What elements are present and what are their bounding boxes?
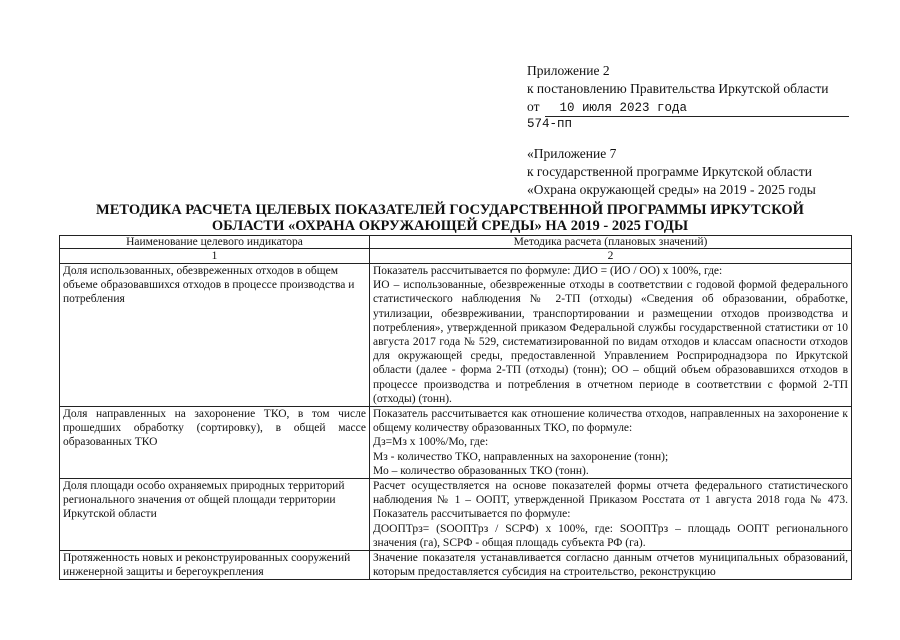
document-title: [40, 202, 860, 234]
method-paragraph: Расчет осуществляется на основе показателей формы отчета федерального статистического наблюдения № 1 – ООПТ, утвержденной Приказом Росстата от 1 августа 2018 года № 473. Показатель рассчитывается по формуле:: [373, 480, 848, 521]
table-row: [60, 407, 852, 479]
indicators-table: [59, 235, 852, 580]
date-prefix: от: [527, 99, 540, 114]
appendix-block: [527, 62, 892, 199]
decree-date-line: [527, 98, 892, 117]
appendix-line: к государственной программе Иркутской области: [527, 164, 813, 179]
appendix-line: Приложение 2: [527, 63, 610, 78]
table-row: [60, 479, 852, 551]
method-paragraph: Показатель рассчитывается по формуле: ДИО = (ИО / ОО) х 100%, где:: [373, 265, 723, 277]
appendix-line: «Охрана окружающей среды» на 2019 - 2025 годы: [527, 182, 816, 197]
method-paragraph: Мз - количество ТКО, направленных на захоронение (тонн);: [373, 450, 669, 463]
indicator-name: [60, 407, 370, 479]
indicator-name: Доля площади особо охраняемых природных территорий регионального значения от общей площади территории Иркутской области: [60, 479, 370, 551]
method-cell: [370, 264, 852, 407]
method-cell: [370, 551, 852, 580]
decree-number: 574-пп: [527, 117, 573, 131]
decree-date: 10 июля 2023 года: [545, 101, 849, 117]
indicator-name-text: Доля направленных на захоронение ТКО, в том числе прошедших обработку (сортировку), в общей массе образованных ТКО: [63, 408, 366, 449]
method-cell: [370, 407, 852, 479]
method-cell: [370, 479, 852, 551]
header-cell: Методика расчета (плановых значений): [370, 236, 852, 249]
indicator-name: Протяженность новых и реконструированных сооружений инженерной защиты и берегоукрепления: [60, 551, 370, 580]
column-number-row: [60, 249, 852, 264]
title-line: ОБЛАСТИ «ОХРАНА ОКРУЖАЮЩЕЙ СРЕДЫ» НА 2019 - 2025 ГОДЫ: [211, 218, 689, 234]
title-line: МЕТОДИКА РАСЧЕТА ЦЕЛЕВЫХ ПОКАЗАТЕЛЕЙ ГОСУДАРСТВЕННОЙ ПРОГРАММЫ ИРКУТСКОЙ: [96, 202, 804, 218]
table-header-row: [60, 236, 852, 249]
indicator-name: Доля использованных, обезвреженных отходов в общем объеме образовавшихся отходов в процессе производства и потребления: [60, 264, 370, 407]
column-number: 2: [370, 249, 852, 264]
method-paragraph: Значение показателя устанавливается согласно данным отчетов муниципальных образований, которым предоставляется субсидия на строительство, реконструкцию: [373, 552, 848, 579]
method-paragraph: ИО – использованные, обезвреженные отходы в соответствии с годовой формой федерального статистического наблюдения № 2-ТП (отходы) «Сведения об образовании, обработке, утилизации, обезвреживании, транспортировании и размещении отходов производства и потребления», утвержденной приказом Федеральной службы государственной статистики от 10 августа 2017 года № 529, систематизированной по видам отходов и классам опасности отходов для окружающей среды, предоставленной Управлением Росприроднадзора по Иркутской области (далее - форма 2-ТП (отходы) (тонн); ОО – общий объем образовавшихся отходов в процессе производства и потребления в отчетном периоде в соответствии с формой 2-ТП (отходы) (тонн).: [373, 279, 848, 405]
method-paragraph: Мо – количество образованных ТКО (тонн).: [373, 464, 589, 477]
method-paragraph: Дз=Мз х 100%/Мо, где:: [373, 436, 489, 449]
method-paragraph: Показатель рассчитывается как отношение количества отходов, направленных на захоронение к общему количеству образованных ТКО, по формуле:: [373, 408, 848, 435]
column-number: 1: [60, 249, 370, 264]
header-cell: Наименование целевого индикатора: [60, 236, 370, 249]
appendix-line: к постановлению Правительства Иркутской области: [527, 81, 829, 96]
appendix-line: «Приложение 7: [527, 146, 617, 161]
table-row: [60, 551, 852, 580]
method-paragraph: ДООПТрз= (SOOПТрз / SCPФ) х 100%, где: SOOПТрз – площадь ООПТ регионального значения (га), SCPФ - общая площадь субъекта РФ (га).: [373, 522, 848, 549]
table-row: [60, 264, 852, 407]
